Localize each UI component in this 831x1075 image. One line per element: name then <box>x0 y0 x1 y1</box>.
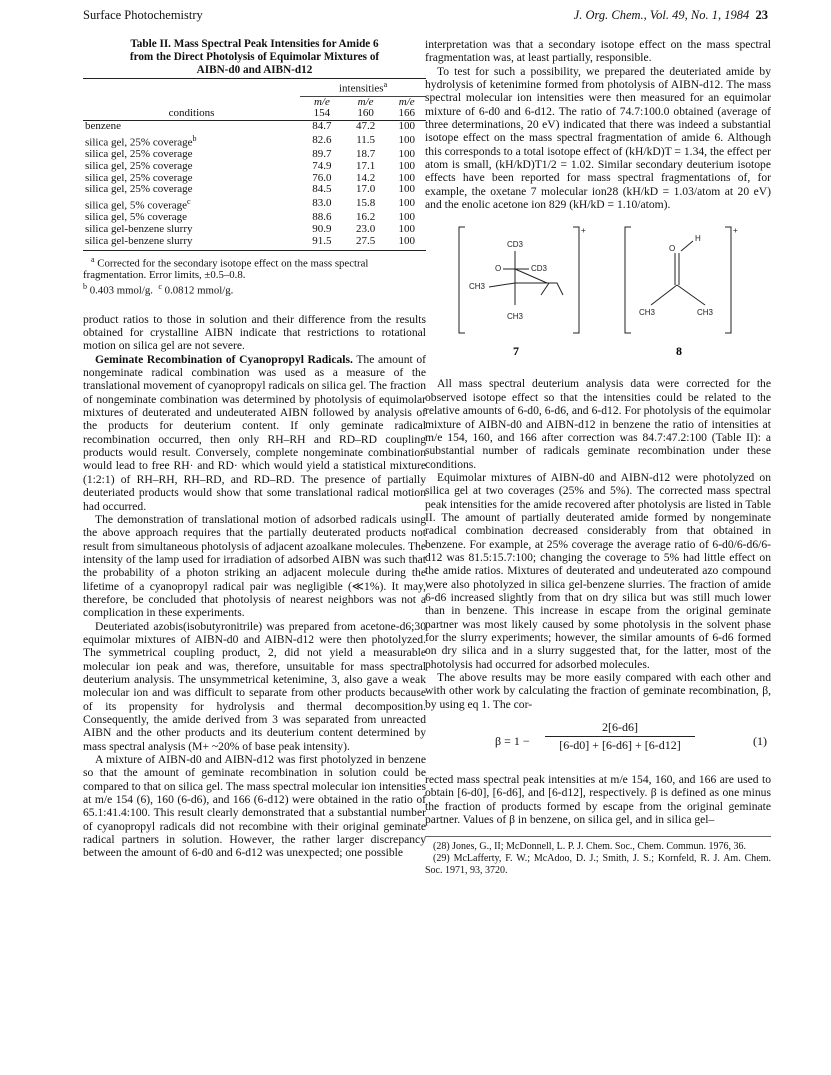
condition-cell: silica gel-benzene slurry <box>85 234 193 247</box>
svg-text:+: + <box>733 226 738 236</box>
running-header-left: Surface Photochemistry <box>83 8 203 22</box>
right-paragraph-5: The above results may be more easily compared with each other and with other work by calculating the fraction of geminate recombination, β, by using eq 1. The cor- <box>425 671 771 711</box>
svg-text:O: O <box>495 264 502 274</box>
right-column <box>425 38 771 876</box>
intensity-cell-160: 16.2 <box>355 211 376 224</box>
intensity-cell-160: 15.8 <box>355 197 376 210</box>
intensity-cell-154: 84.7 <box>312 120 332 133</box>
running-header-right <box>574 8 768 23</box>
table-row <box>83 133 426 149</box>
table-row <box>83 121 426 133</box>
table-caption-line-3: AIBN-d0 and AIBN-d12 <box>196 63 313 76</box>
right-paragraph-3: All mass spectral deuterium analysis data were corrected for the observed isotope effect so that the intensities could be related to the relative amounts of 6-d0, 6-d6, and 6-d12. For photolysis of the equimolar mixture of AIBN-d0 and AIBN-d12 in benzene the ratio of intensities at m/e 154, 160, and 166 after correction was 84.7:47.2:100 (Table II): a substantial number of radicals geminate recombination under these conditions. <box>425 377 771 471</box>
equation-1 <box>425 721 771 765</box>
reference-28: (28) Jones, G., II; McDonnell, L. P. J. Chem. Soc., Chem. Commun. 1976, 36. <box>433 841 747 853</box>
intensity-cell-160: 17.0 <box>355 183 376 196</box>
intensity-cell-166: 100 <box>398 159 415 172</box>
intensity-cell-160: 47.2 <box>355 120 376 133</box>
table-row <box>83 161 426 173</box>
equation-numerator: 2[6-d6] <box>602 720 638 735</box>
intensity-cell-154: 82.6 <box>312 134 332 147</box>
intensity-cell-166: 100 <box>398 134 415 147</box>
table-body <box>83 78 426 250</box>
condition-cell: silica gel, 25% coverage <box>85 159 193 172</box>
references <box>425 836 771 876</box>
section-heading: Geminate Recombination of Cyanopropyl Radicals. <box>95 352 353 366</box>
me-header-2: m/e <box>357 95 374 108</box>
compound-7-label: 7 <box>513 344 519 359</box>
condition-cell: silica gel, 5% coverage <box>85 211 188 224</box>
intensity-cell-154: 89.7 <box>312 148 332 161</box>
table-row <box>83 184 426 196</box>
right-paragraph-1: interpretation was that a secondary isotope effect on the mass spectral fragmentation was, at least partially, responsible. <box>425 38 771 65</box>
left-paragraph-4: Deuteriated azobis(isobutyronitrile) was prepared from acetone-d6;30 equimolar mixtures of AIBN-d0 and AIBN-d12 were then photolyzed. The symmetrical coupling product, 2, did not yield a measurable molecular ion peak and was, therefore, unsuitable for mass spectral deuterium analysis. The unsymmetrical ketenimine, 3, also gave a weak molecular ion and was difficult to separate from other products because of its propensity for hydrolysis and thermal decomposition. Consequently, the amide derived from 3 was separated from unreacted AIBN and the other products and its deuterium content determined by mass spectral analysis (M+ ~20% of base peak intensity). <box>83 619 426 753</box>
intensity-cell-154: 74.9 <box>312 159 332 172</box>
intensity-cell-160: 17.1 <box>355 159 376 172</box>
condition-cell: silica gel, 5% coverage$^c$ <box>85 197 191 212</box>
intensity-cell-160: 14.2 <box>355 171 376 184</box>
svg-text:H: H <box>695 234 701 244</box>
table-row <box>83 236 426 248</box>
intensity-cell-154: 84.5 <box>312 183 332 196</box>
intensity-cell-154: 83.0 <box>312 197 332 210</box>
equation-lhs: β = 1 − <box>495 734 530 749</box>
table-row <box>83 196 426 212</box>
intensity-cell-166: 100 <box>398 223 415 236</box>
intensity-cell-166: 100 <box>398 183 415 196</box>
svg-text:CH3: CH3 <box>639 308 656 318</box>
intensity-cell-160: 18.7 <box>355 148 376 161</box>
table-footnotes: $^a$ Corrected for the secondary isotope effect on the mass spectral fragmentation. Error limits, ±0.5–0.8. $^b$ 0.403 mmol/g. $^c$ 0.0812 mmol/g. <box>83 254 369 297</box>
fraction-bar <box>545 736 695 737</box>
condition-cell: silica gel-benzene slurry <box>85 223 193 236</box>
page-number: 23 <box>755 8 768 22</box>
table-ii <box>83 38 426 297</box>
intensity-cell-166: 100 <box>398 234 415 247</box>
svg-text:CD3: CD3 <box>507 240 524 250</box>
conditions-header: conditions <box>168 107 215 120</box>
journal-citation: J. Org. Chem., Vol. 49, No. 1, 1984 <box>573 8 750 22</box>
footnote-c: 0.0812 mmol/g. <box>164 284 234 297</box>
mass-166-header: 166 <box>398 107 415 120</box>
intensity-cell-154: 90.9 <box>312 223 332 236</box>
intensity-cell-160: 27.5 <box>355 234 376 247</box>
bracket-8-left <box>625 227 631 333</box>
intensity-cell-166: 100 <box>398 197 415 210</box>
bracket-8-right <box>725 227 731 333</box>
svg-text:CH3: CH3 <box>469 282 486 292</box>
right-paragraph-4: Equimolar mixtures of AIBN-d0 and AIBN-d12 were photolyzed on silica gel at two coverages (25% and 5%). The corrected mass spectral peak intensities for the amide recovered after photolysis are listed in Table II. The amount of partially deuterated amide formed by nongeminate radical combination decreased considerably from that obtained in benzene. For example, at 25% coverage the average ratio of 6-d0/6-d6/6-d12 was 81.5:15.7:100; changing the coverage to 5% had little effect on the amide ratios. Mixtures of deuterated and undeuterated azo compound were also photolyzed in silica gel-benzene slurries. The fraction of amide 6-d6 increased slightly from that on dry silica but was still much lower than in benzene. This increase in escape from the original geminate partner was most likely caused by some photolysis in the solvent phase for the slurry experiments; however, the similar amounts of 6-d6 formed on dry silica and in a slurry suggested that, for the latter, most of the photolysis had occurred for adsorbed molecules. <box>425 470 771 671</box>
intensity-cell-166: 100 <box>398 211 415 224</box>
condition-footnote-marker: b <box>192 133 197 143</box>
footnote-b: 0.403 mmol/g. <box>89 284 153 297</box>
footnote-a: Corrected for the secondary isotope effect on the mass spectral fragmentation. Error limits, ±0.5–0.8. <box>83 257 369 282</box>
left-paragraph-5: A mixture of AIBN-d0 and AIBN-d12 was first photolyzed in benzene so that the amount of geminate recombination in solution could be compared to that on silica gel. The mass spectral molecular ion intensities at m/e 154 (6), 160 (6-d6), and 166 (6-d12) were obtained in the ratio of 65.1:41.4:100. This result clearly demonstrated that a substantial number of cyanopropyl radicals did not recombine with their original geminate radical partners in solution. However, the rather larger discrepancy between the amount of 6-d0 and 6-d12 was unexpected; one possible <box>83 753 426 860</box>
me-header-1: m/e <box>313 95 330 108</box>
bracket-7-right <box>573 227 579 333</box>
intensity-cell-166: 100 <box>398 148 415 161</box>
table-caption-line-2: from the Direct Photolysis of Equimolar Mixtures of <box>129 50 380 63</box>
reference-29: (29) McLafferty, F. W.; McAdoo, D. J.; Smith, J. S.; Kornfeld, R. J. Am. Chem. Soc. 1971, 93, 3720. <box>425 853 771 876</box>
condition-footnote-marker: c <box>187 197 191 207</box>
table-caption <box>83 38 426 76</box>
intensities-group-header: intensities$^a$ <box>300 79 426 96</box>
condition-cell: silica gel, 25% coverage <box>85 171 193 184</box>
svg-text:O: O <box>669 244 676 254</box>
right-paragraph-2: To test for such a possibility, we prepared the deuteriated amide by hydrolysis of ketenimine formed from photolysis of AIBN-d12. The mass spectral molecular ion intensities were then measured for an equimolar mixture of 6-d0 and 6-d12. The ratio of 74.7:100.0 obtained (average of three determinations, 20 eV) indicated that there was indeed a substantial isotope effect on the mass spectral fragmentation of amide 6. Although this corresponds to a total isotope effect of (kH/kD)T = 1.34, the effect per atom is small, (kH/kD)T1/2 = 1.02. Similar secondary deuterium isotope effects have been reported for mass spectral fragmentations of, for example, the oxetane 7 molecular ion28 (kH/kD = 1.03/atom at 20 eV) and the enolic acetone ion 829 (kH/kD = 1.10/atom). <box>425 64 771 212</box>
svg-text:CD3: CD3 <box>531 264 548 274</box>
left-paragraph-2 <box>83 353 426 513</box>
intensity-cell-166: 100 <box>398 171 415 184</box>
intensity-cell-160: 11.5 <box>356 134 376 147</box>
intensity-cell-154: 91.5 <box>312 234 332 247</box>
intensity-cell-160: 23.0 <box>355 223 376 236</box>
condition-cell: benzene <box>85 120 122 133</box>
condition-cell: silica gel, 25% coverage <box>85 148 193 161</box>
intensity-cell-154: 88.6 <box>312 211 332 224</box>
svg-text:CH3: CH3 <box>507 312 524 322</box>
left-paragraph-1: product ratios to those in solution and their difference from the results obtained for crystalline AIBN indicate that restrictions to rotational motion on silica gel are not severe. <box>83 312 426 353</box>
right-paragraph-6: rected mass spectral peak intensities at m/e 154, 160, and 166 are used to obtain [6-d0], [6-d6], and [6-d12], respectively. β is defined as one minus the fraction of products formed by escape from the original geminate partner. Values of β in benzene, on silica gel, and in silica gel– <box>425 773 771 827</box>
equation-number: (1) <box>753 734 767 749</box>
bracket-7-left <box>459 227 465 333</box>
structures-svg <box>425 223 771 363</box>
left-paragraph-2-text: The amount of nongeminate radical combination was used as a measure of the translational movement of cyanopropyl radicals on silica gel. The fraction of nongeminate combination was determined by photolysis of equimolar mixtures of deuterated and undeuterated AIBN followed by analysis of the products for deuterium content. If only geminate radical recombination occurred, then only RH–RH and RD–RD coupling products would result. Conversely, complete nongeminate combination would lead to free RH· and RD· which would yield a statistical mixture (1:2:1) of RH–RH, RH–RD, and RD–RD. The presence of partially deuteriated products would show that some translational radical motion had occurred. <box>83 352 426 513</box>
table-caption-line-1: Table II. Mass Spectral Peak Intensities for Amide 6 <box>130 38 379 50</box>
mass-160-header: 160 <box>357 107 374 120</box>
compound-8-label: 8 <box>676 344 682 359</box>
condition-cell: silica gel, 25% coverage <box>85 183 193 196</box>
left-paragraph-3: The demonstration of translational motion of adsorbed radicals using the above approach requires that the partially deuterated products not result from simultaneous photolysis of adjacent azoalkane molecules. The intensity of the lamp used for irradiation of adsorbed AIBN was such that the probability of a photon striking an adjacent molecule during the lifetime of a cyanopropyl radical pair was negligible (≪1%). It may, therefore, be concluded that photolysis of nearest neighbors was not a complication in these experiments. <box>83 512 426 620</box>
left-column <box>83 38 426 860</box>
svg-text:+: + <box>581 226 586 236</box>
condition-cell: silica gel, 25% coverage$^b$ <box>85 133 197 149</box>
intensity-cell-154: 76.0 <box>312 171 332 184</box>
intensity-cell-166: 100 <box>398 120 415 133</box>
svg-text:CH3: CH3 <box>697 308 714 318</box>
mass-154-header: 154 <box>313 107 331 120</box>
equation-denominator: [6-d0] + [6-d6] + [6-d12] <box>559 738 681 753</box>
me-header-3: m/e <box>398 95 415 108</box>
structures-figure <box>425 223 771 363</box>
